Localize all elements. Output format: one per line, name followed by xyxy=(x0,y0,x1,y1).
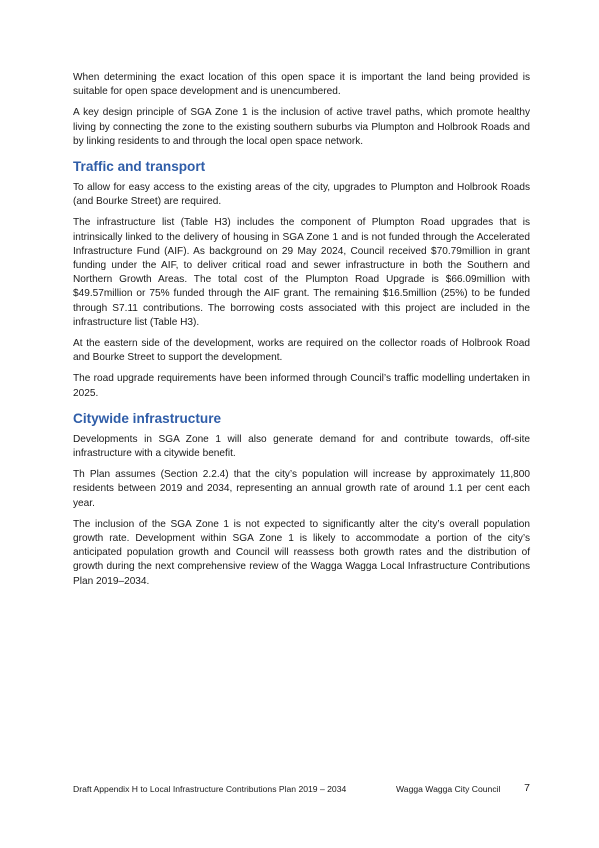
traffic-heading: Traffic and transport xyxy=(73,159,206,175)
traffic-paragraph-3: At the eastern side of the development, works are required on the collector roads of Holbrook Road and Bourke Street to support the development. xyxy=(73,338,530,364)
page-number: 7 xyxy=(524,782,530,794)
footer-council-name: Wagga Wagga City Council xyxy=(396,784,501,794)
traffic-paragraph-2: The infrastructure list (Table H3) includes the component of Plumpton Road upgrades that is intrinsically linked to the delivery of housing in SGA Zone 1 and is not funded through the Accelerated Infrastructure Fund (AIF). As background on 29 May 2024, Council received $70.79million in grant funding under the AIF, to deliver critical road and sewer infrastructure in both the Southern and Northern Growth Areas. The total cost of the Plumpton Road Upgrade is $66.09million with $49.57million or 75% funded through the AIF grant. The remaining $16.5million (25%) to be funded through S7.11 contributions. The borrowing costs associated with this project are included in the infrastructure list (Table H3). xyxy=(73,217,530,328)
citywide-paragraph-2: Th Plan assumes (Section 2.2.4) that the city’s population will increase by approximately 11,800 residents between 2019 and 2034, representing an annual growth rate of around 1.1 per cent each year. xyxy=(73,469,530,509)
citywide-paragraph-3: The inclusion of the SGA Zone 1 is not expected to significantly alter the city’s overall population growth rate. Development within SGA Zone 1 is likely to accommodate a portion of the city’s anticipated population growth and Council will reassess both growth rates and the distribution of growth during the next comprehensive review of the Wagga Wagga Local Infrastructure Contributions Plan 2019–2034. xyxy=(73,518,530,587)
traffic-paragraph-1: To allow for easy access to the existing areas of the city, upgrades to Plumpton and Holbrook Roads (and Bourke Street) are required. xyxy=(73,182,530,208)
traffic-paragraph-4: The road upgrade requirements have been informed through Council’s traffic modelling undertaken in 2025. xyxy=(73,373,530,399)
intro-paragraph-1: When determining the exact location of this open space it is important the land being provided is suitable for open space development and is unencumbered. xyxy=(73,72,530,98)
document-body xyxy=(73,71,530,596)
citywide-heading: Citywide infrastructure xyxy=(73,410,222,426)
citywide-paragraph-1: Developments in SGA Zone 1 will also generate demand for and contribute towards, off-site infrastructure with a citywide benefit. xyxy=(73,433,530,460)
footer-document-title: Draft Appendix H to Local Infrastructure Contributions Plan 2019 – 2034 xyxy=(73,784,347,794)
intro-paragraph-2: A key design principle of SGA Zone 1 is the inclusion of active travel paths, which promote healthy living by connecting the zone to the existing southern suburbs via Plumpton and Holbrook Roads and by linking residents to and through the local open space network. xyxy=(73,107,530,147)
